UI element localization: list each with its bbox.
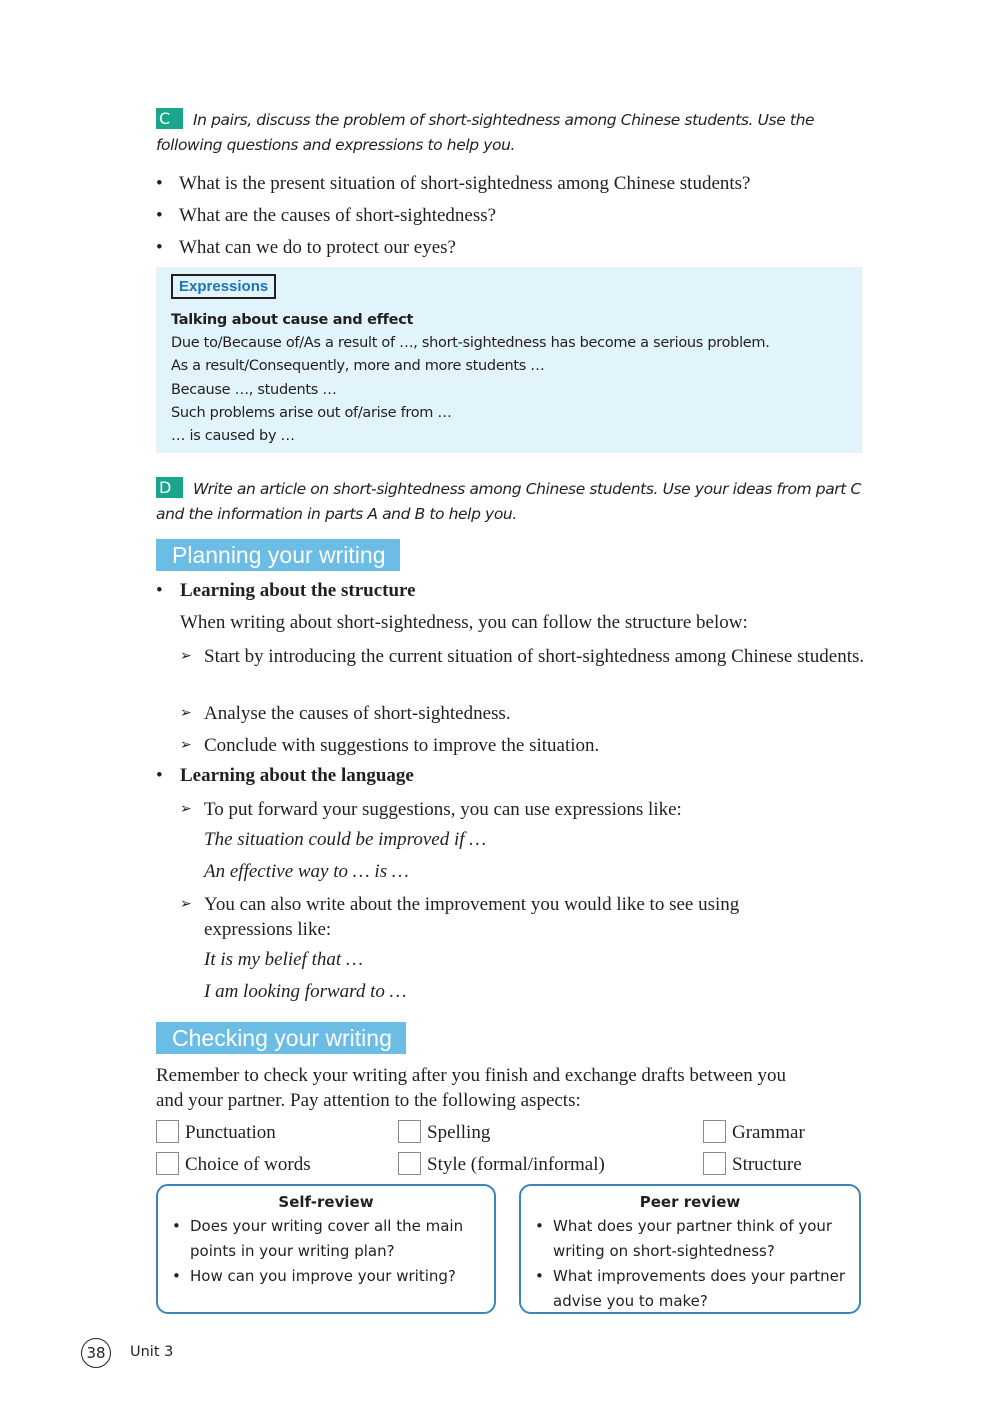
peer-review-list (521, 1214, 859, 1314)
expressions-tag: Expressions (171, 274, 276, 299)
unit-label: Unit 3 (130, 1344, 174, 1360)
example-expression: An effective way to … is … (204, 861, 409, 882)
checking-intro-line1: Remember to check your writing after you finish and exchange drafts between you (156, 1065, 786, 1086)
checkbox-label: Punctuation (185, 1122, 276, 1143)
part-c-instruction (156, 108, 876, 158)
checkbox-grammar[interactable] (703, 1120, 805, 1145)
language-heading (156, 765, 414, 787)
language-item (180, 892, 820, 942)
bullet-icon: • (156, 765, 163, 786)
self-review-item-text: Does your writing cover all the main points in your writing plan? (190, 1217, 464, 1260)
checking-section-title: Checking your writing (156, 1022, 406, 1054)
page-number: 38 (81, 1338, 111, 1368)
expression-line: As a result/Consequently, more and more students … (171, 358, 545, 375)
self-review-item (172, 1264, 494, 1289)
checkbox-icon[interactable] (398, 1120, 421, 1143)
structure-item-text: Conclude with suggestions to improve the situation. (204, 735, 600, 756)
checkbox-label: Structure (732, 1154, 802, 1175)
arrow-bullet-icon: ➢ (180, 897, 192, 912)
part-d-instruction (156, 477, 876, 527)
question-item (156, 204, 750, 236)
arrow-bullet-icon: ➢ (180, 738, 192, 753)
bullet-icon: • (535, 1217, 544, 1235)
part-c-instruction-line2: following questions and expressions to help you. (156, 136, 516, 154)
example-expression: I am looking forward to … (204, 981, 407, 1002)
example-expression: The situation could be improved if … (204, 829, 487, 850)
structure-item-text: Analyse the causes of short-sightedness. (204, 703, 511, 724)
checkbox-structure[interactable] (703, 1152, 802, 1177)
peer-review-box (519, 1184, 861, 1314)
self-review-item (172, 1214, 494, 1264)
checking-intro (156, 1063, 786, 1113)
checkbox-spelling[interactable] (398, 1120, 490, 1145)
expressions-box (156, 267, 862, 453)
expressions-lines (171, 309, 770, 448)
planning-section-title: Planning your writing (156, 539, 400, 571)
part-d-instruction-line2: and the information in parts A and B to help you. (156, 505, 517, 523)
part-d-instruction-line1: Write an article on short-sightedness among Chinese students. Use your ideas from part C (193, 480, 861, 498)
checkbox-punctuation[interactable] (156, 1120, 276, 1145)
peer-review-item-text: What improvements does your partner advise you to make? (553, 1267, 846, 1310)
checkbox-icon[interactable] (398, 1152, 421, 1175)
language-item-text: You can also write about the improvement you would like to see using expressions like: (204, 894, 740, 940)
expression-line: Such problems arise out of/arise from … (171, 404, 452, 421)
checkbox-style[interactable] (398, 1152, 605, 1177)
bullet-icon: • (172, 1267, 181, 1285)
bullet-icon: • (535, 1267, 544, 1285)
language-item-text: To put forward your suggestions, you can use expressions like: (204, 799, 682, 820)
structure-item-text: Start by introducing the current situation of short-sightedness among Chinese students. (204, 646, 865, 667)
question-text: What are the causes of short-sightedness? (179, 205, 497, 226)
bullet-icon: • (156, 580, 163, 601)
arrow-bullet-icon: ➢ (180, 706, 192, 721)
part-c-badge: C (156, 108, 183, 129)
structure-heading-text: Learning about the structure (180, 580, 416, 601)
part-d-badge: D (156, 477, 183, 498)
example-expression: It is my belief that … (204, 949, 363, 970)
self-review-title: Self-review (278, 1193, 374, 1211)
arrow-bullet-icon: ➢ (180, 649, 192, 664)
arrow-bullet-icon: ➢ (180, 802, 192, 817)
peer-review-title: Peer review (639, 1193, 741, 1211)
expressions-heading: Talking about cause and effect (171, 312, 414, 328)
checkbox-label: Choice of words (185, 1154, 311, 1175)
structure-item (180, 701, 870, 726)
language-item (180, 797, 870, 822)
checkbox-icon[interactable] (703, 1152, 726, 1175)
bullet-icon: • (156, 205, 163, 226)
checking-intro-line2: and your partner. Pay attention to the following aspects: (156, 1090, 581, 1111)
question-item (156, 172, 750, 204)
checkbox-icon[interactable] (156, 1152, 179, 1175)
part-c-instruction-line1: In pairs, discuss the problem of short-sightedness among Chinese students. Use the (193, 111, 815, 129)
peer-review-item-text: What does your partner think of your writing on short-sightedness? (553, 1217, 833, 1260)
checkbox-label: Grammar (732, 1122, 805, 1143)
expression-line: … is caused by … (171, 428, 295, 445)
self-review-item-text: How can you improve your writing? (190, 1267, 456, 1285)
structure-intro: When writing about short-sightedness, you can follow the structure below: (180, 612, 748, 633)
question-item (156, 236, 750, 268)
bullet-icon: • (156, 173, 163, 194)
structure-item (180, 733, 870, 758)
checkbox-icon[interactable] (703, 1120, 726, 1143)
structure-item (180, 644, 870, 669)
language-heading-text: Learning about the language (180, 765, 414, 786)
checkbox-label: Style (formal/informal) (427, 1154, 605, 1175)
bullet-icon: • (156, 237, 163, 258)
discussion-questions (156, 172, 750, 268)
expression-line: Because …, students … (171, 381, 337, 398)
question-text: What is the present situation of short-sightedness among Chinese students? (179, 173, 751, 194)
bullet-icon: • (172, 1217, 181, 1235)
self-review-list (158, 1214, 494, 1289)
peer-review-item (535, 1264, 859, 1314)
checkbox-label: Spelling (427, 1122, 491, 1143)
checkbox-icon[interactable] (156, 1120, 179, 1143)
structure-heading (156, 580, 416, 602)
question-text: What can we do to protect our eyes? (179, 237, 456, 258)
self-review-box (156, 1184, 496, 1314)
peer-review-item (535, 1214, 859, 1264)
expression-line: Due to/Because of/As a result of …, short-sightedness has become a serious problem. (171, 335, 770, 352)
checkbox-choice-of-words[interactable] (156, 1152, 311, 1177)
